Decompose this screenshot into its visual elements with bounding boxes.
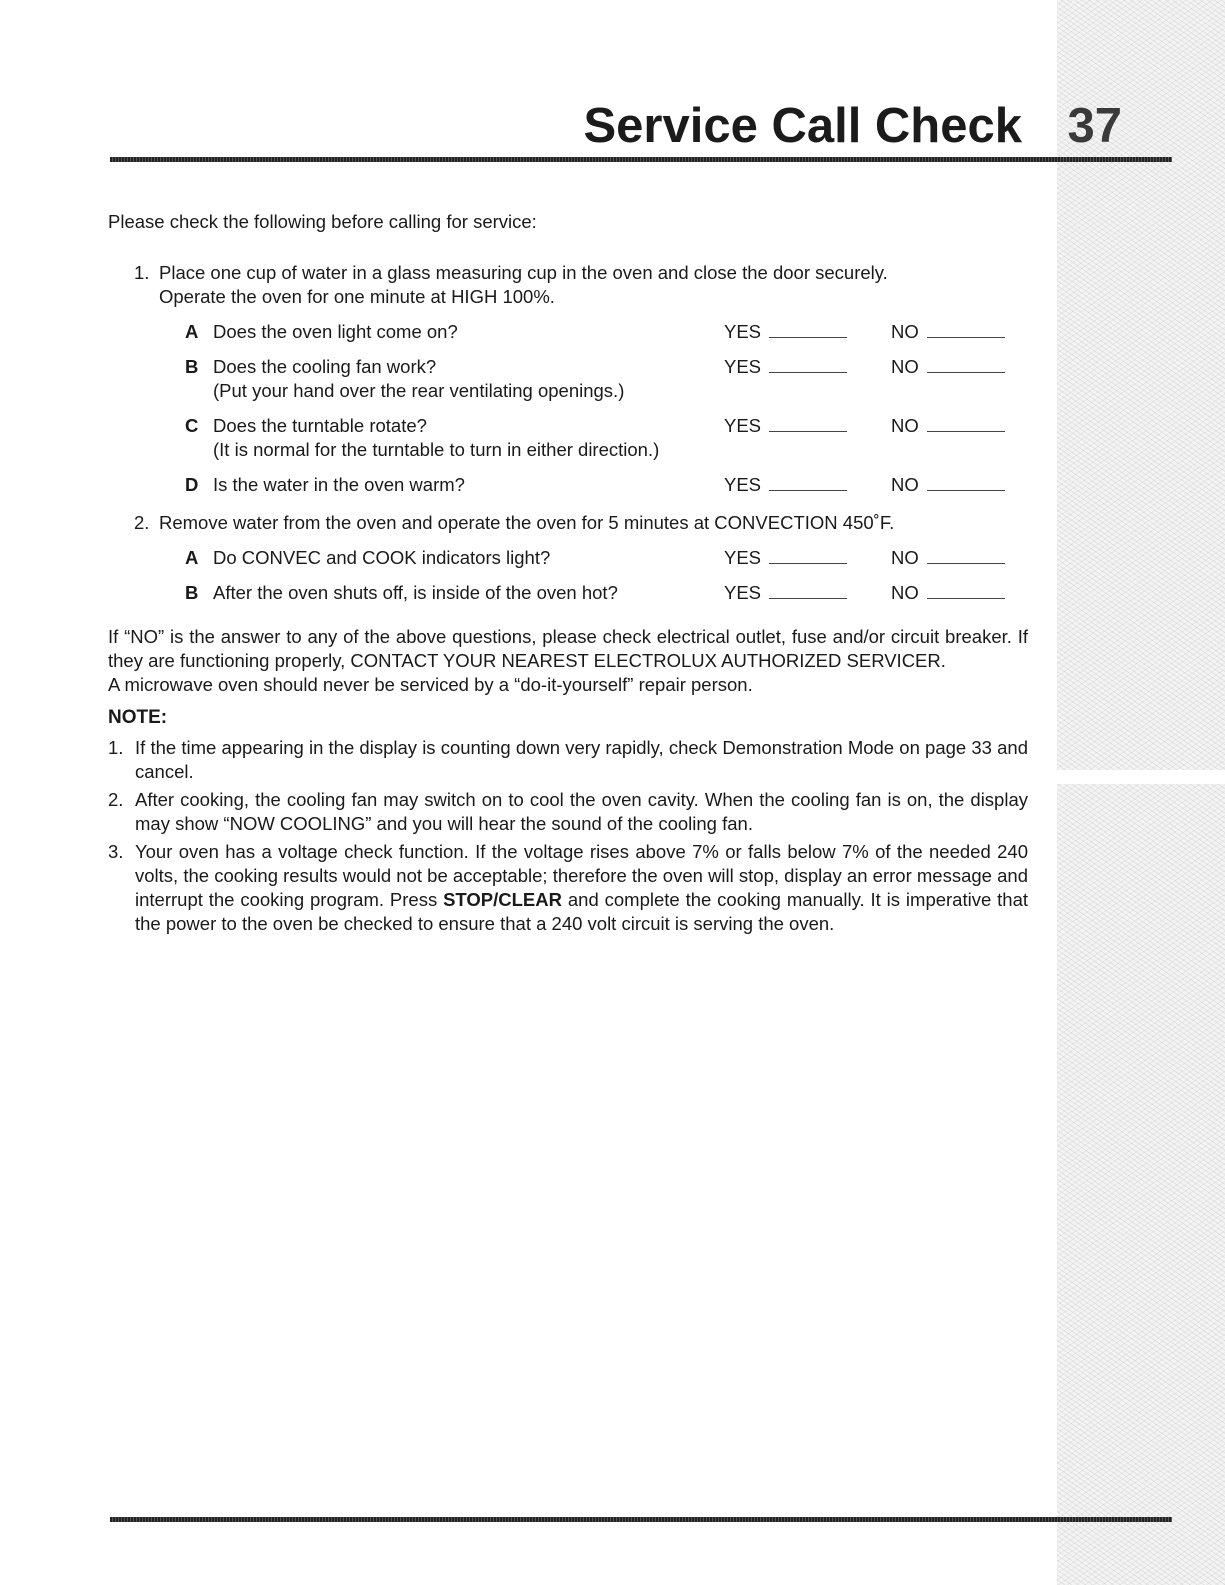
- header-rule: [110, 157, 1172, 162]
- page-content: [108, 210, 1028, 940]
- page-title: Service Call Check: [583, 99, 1022, 153]
- no-answer[interactable]: [891, 320, 1005, 344]
- yes-label: YES: [724, 415, 762, 436]
- item-question: Does the oven light come on?: [213, 321, 458, 342]
- yes-answer[interactable]: [724, 320, 847, 344]
- item-question: Does the cooling fan work?: [213, 356, 437, 377]
- yes-blank[interactable]: [769, 478, 847, 491]
- side-strip-gap: [1057, 770, 1225, 784]
- no-blank[interactable]: [927, 325, 1005, 338]
- checklist-item: [108, 581, 1028, 605]
- no-blank[interactable]: [927, 586, 1005, 599]
- checklist-item: [108, 355, 1028, 403]
- item-letter: D: [185, 474, 199, 495]
- note-number: 3.: [108, 841, 124, 862]
- yes-label: YES: [724, 547, 762, 568]
- item-question: Does the turntable rotate?: [213, 415, 427, 436]
- service-paragraph: If “NO” is the answer to any of the above questions, please check electrical outlet, fuse and/or circuit breaker. If they are functioning properly, CONTACT YOUR NEAREST ELECTROLUX AUTHORIZED SERVICER.: [108, 626, 1028, 671]
- note-text-part: Your oven has a voltage check function. If the voltage rises above 7% or falls below 7% of the needed 240 volts, the cooking results would not be acceptable; therefore the oven will stop, display an error message and interrupt the cooking program. Press: [135, 841, 1028, 910]
- service-advice: [108, 625, 1028, 697]
- no-answer[interactable]: [891, 473, 1005, 497]
- no-label: NO: [891, 582, 919, 603]
- intro-text: Please check the following before calling for service:: [108, 211, 537, 232]
- diy-warning: A microwave oven should never be serviced by a “do-it-yourself” repair person.: [108, 674, 753, 695]
- item-question-wrap: [213, 355, 718, 403]
- note-text: If the time appearing in the display is counting down very rapidly, check Demonstration Mode on page 33 and cancel.: [135, 737, 1028, 782]
- item-letter: B: [185, 356, 199, 377]
- no-answer[interactable]: [891, 581, 1005, 605]
- page-number: 37: [1067, 99, 1122, 153]
- note-item: [108, 736, 1028, 784]
- no-label: NO: [891, 321, 919, 342]
- note-text: After cooking, the cooling fan may switch on to cool the oven cavity. When the cooling fan is on, the display may show “NOW COOLING” and you will hear the sound of the cooling fan.: [135, 789, 1028, 834]
- checklist-item: [108, 320, 1028, 344]
- checklist-item: [108, 546, 1028, 570]
- step-2: [108, 511, 1028, 535]
- item-letter: C: [185, 415, 199, 436]
- note-item: [108, 840, 1028, 936]
- yes-label: YES: [724, 582, 762, 603]
- side-texture-strip: [1057, 0, 1225, 1585]
- step-1: [108, 261, 1028, 309]
- item-letter: B: [185, 582, 199, 603]
- yes-answer[interactable]: [724, 355, 847, 379]
- yes-blank[interactable]: [769, 551, 847, 564]
- checklist-item: [108, 414, 1028, 462]
- step-text: Operate the oven for one minute at HIGH 100%.: [159, 286, 555, 307]
- yes-answer[interactable]: [724, 414, 847, 438]
- item-question-wrap: [213, 414, 718, 462]
- yes-answer[interactable]: [724, 473, 847, 497]
- item-note: (It is normal for the turntable to turn in either direction.): [213, 439, 660, 460]
- no-blank[interactable]: [927, 360, 1005, 373]
- yes-answer[interactable]: [724, 581, 847, 605]
- no-answer[interactable]: [891, 546, 1005, 570]
- yes-label: YES: [724, 321, 762, 342]
- step-number: 2.: [134, 512, 150, 533]
- item-letter: A: [185, 547, 199, 568]
- item-question: Do CONVEC and COOK indicators light?: [213, 547, 551, 568]
- no-label: NO: [891, 474, 919, 495]
- note-item: [108, 788, 1028, 836]
- no-blank[interactable]: [927, 419, 1005, 432]
- no-label: NO: [891, 547, 919, 568]
- note-text-part: and complete the cooking manually. It is imperative that the power to the oven be checked to ensure that a 240 volt circuit is serving the oven.: [135, 889, 1029, 934]
- no-label: NO: [891, 356, 919, 377]
- no-answer[interactable]: [891, 414, 1005, 438]
- note-title: NOTE:: [108, 707, 168, 728]
- page-header: [110, 96, 1172, 158]
- no-label: NO: [891, 415, 919, 436]
- yes-answer[interactable]: [724, 546, 847, 570]
- note-number: 1.: [108, 737, 124, 758]
- yes-blank[interactable]: [769, 325, 847, 338]
- item-letter: A: [185, 321, 199, 342]
- yes-label: YES: [724, 474, 762, 495]
- yes-blank[interactable]: [769, 419, 847, 432]
- note-number: 2.: [108, 789, 124, 810]
- note-text: [135, 840, 1028, 936]
- no-blank[interactable]: [927, 478, 1005, 491]
- checklist-item: [108, 473, 1028, 497]
- item-question: Is the water in the oven warm?: [213, 474, 465, 495]
- stop-clear-key-label: STOP/CLEAR: [443, 889, 562, 910]
- yes-blank[interactable]: [769, 360, 847, 373]
- no-answer[interactable]: [891, 355, 1005, 379]
- yes-label: YES: [724, 356, 762, 377]
- no-blank[interactable]: [927, 551, 1005, 564]
- step-text: Remove water from the oven and operate the oven for 5 minutes at CONVECTION 450˚F.: [159, 512, 895, 533]
- step-number: 1.: [134, 262, 150, 283]
- footer-rule: [110, 1517, 1172, 1522]
- step-text: Place one cup of water in a glass measuring cup in the oven and close the door securely.: [159, 262, 888, 283]
- yes-blank[interactable]: [769, 586, 847, 599]
- item-note: (Put your hand over the rear ventilating openings.): [213, 380, 625, 401]
- item-question: After the oven shuts off, is inside of the oven hot?: [213, 582, 618, 603]
